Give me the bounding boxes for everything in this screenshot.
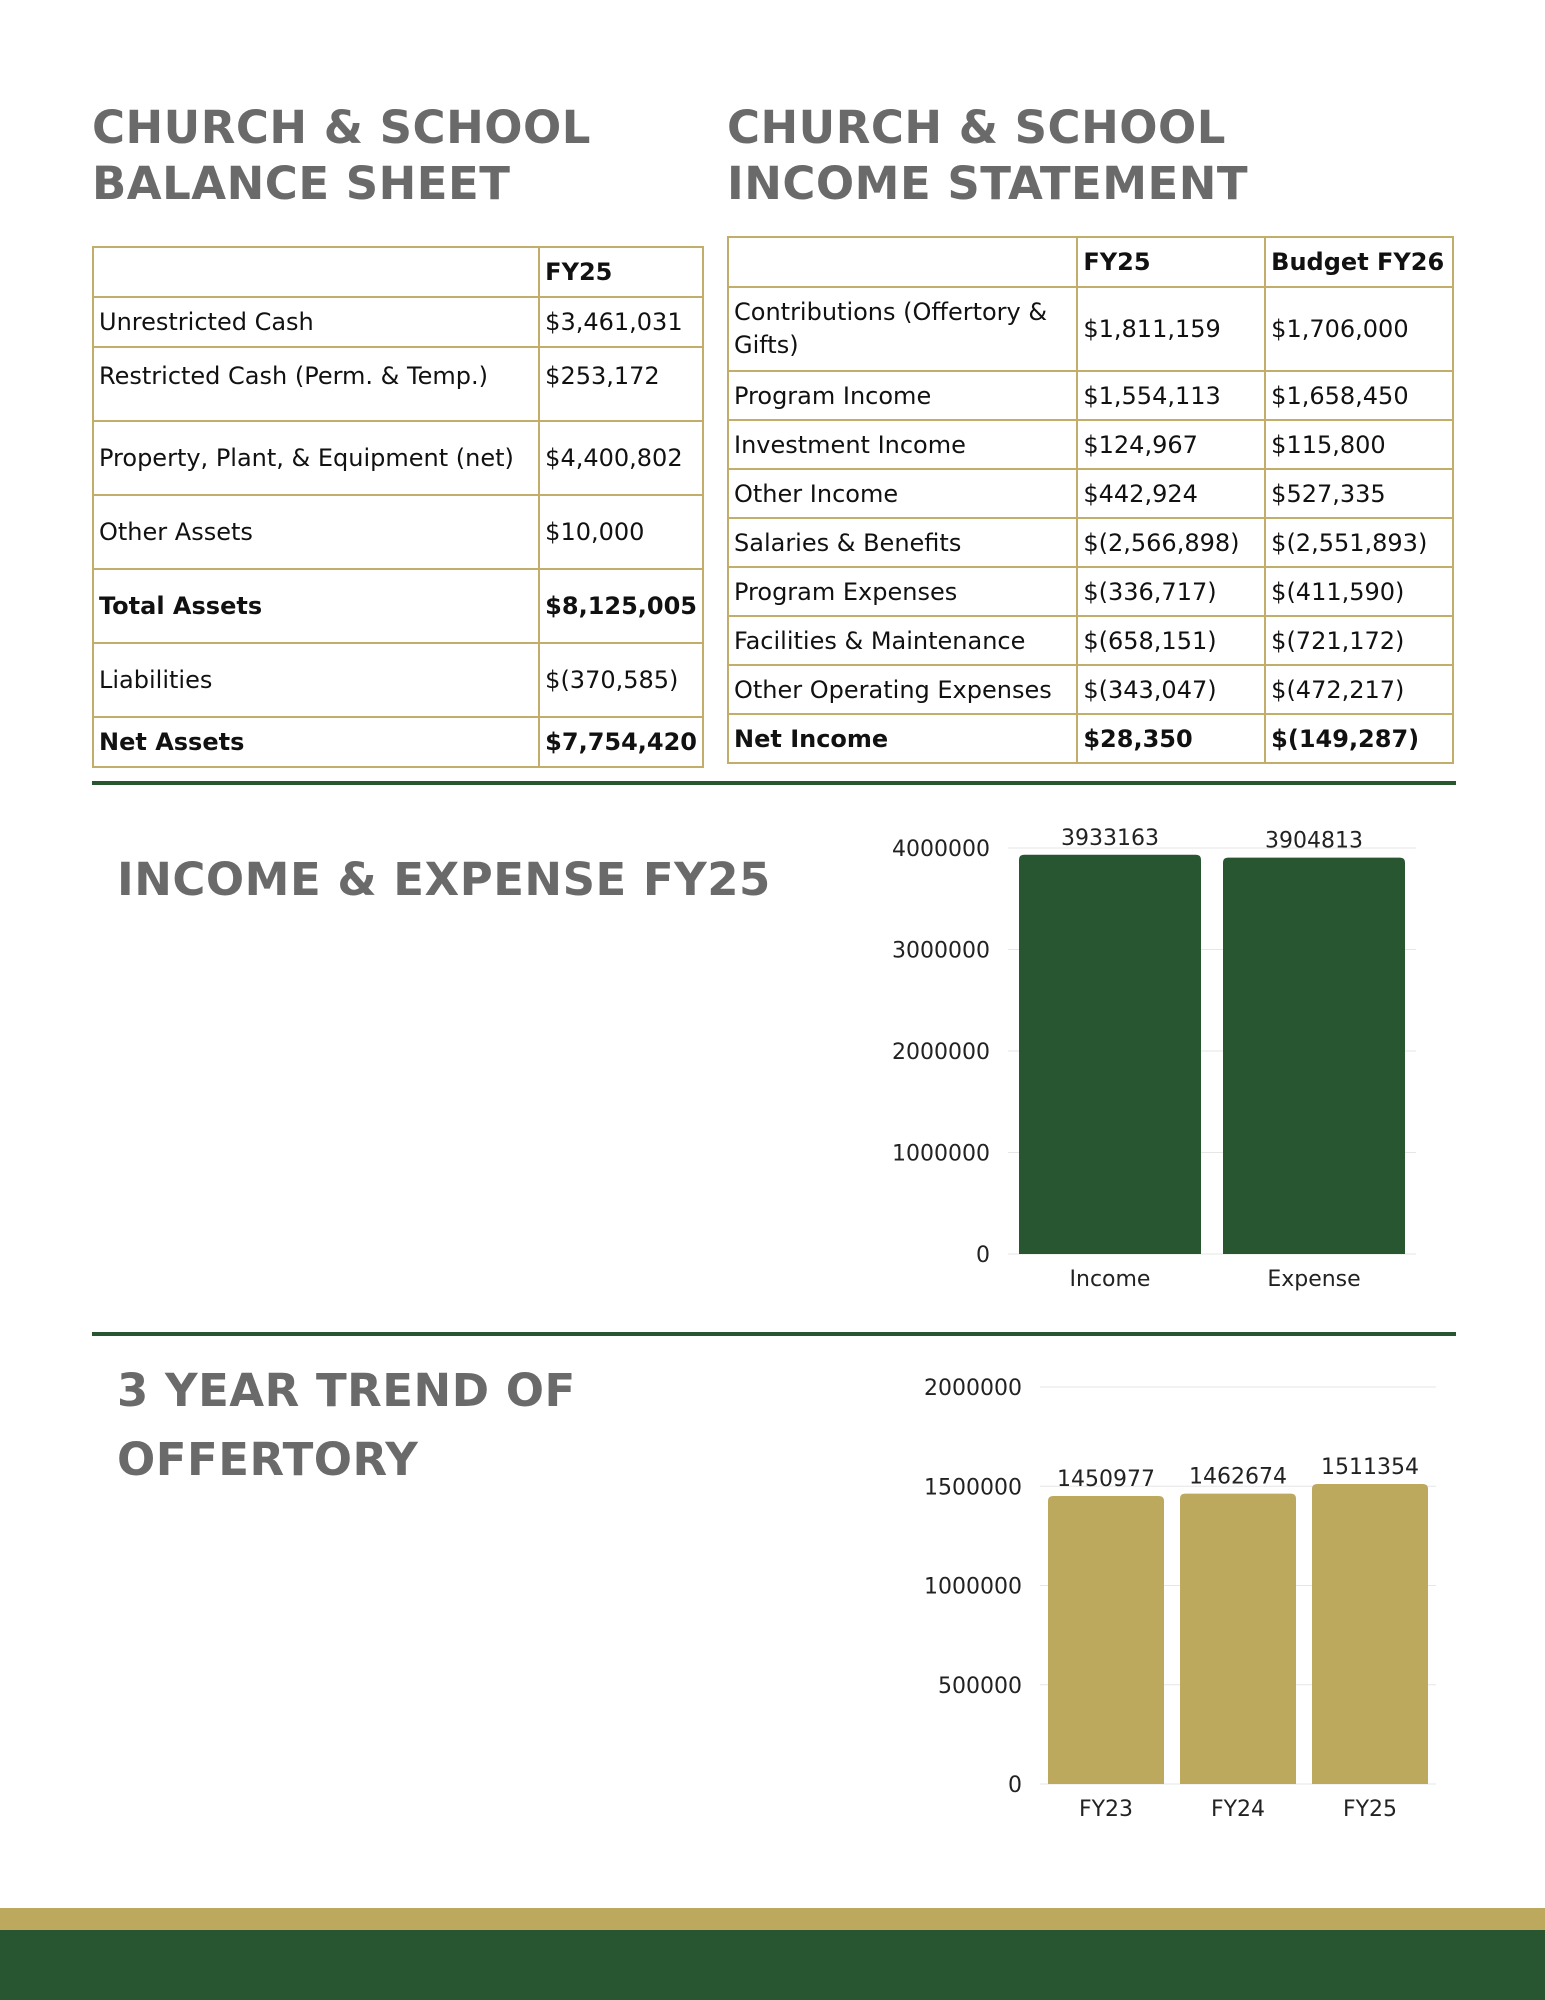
row-value-fy25: $442,924 [1077, 469, 1265, 518]
row-value-fy25: $(658,151) [1077, 616, 1265, 665]
row-label: Facilities & Maintenance [728, 616, 1077, 665]
row-value-fy25: $(343,047) [1077, 665, 1265, 714]
y-tick-label: 2000000 [892, 1040, 990, 1065]
row-value-fy26: $(411,590) [1265, 567, 1453, 616]
y-tick-label: 2000000 [924, 1376, 1022, 1401]
row-value-fy25: $8,125,005 [539, 569, 703, 643]
row-value-fy25: $7,754,420 [539, 717, 703, 767]
row-value-fy25: $10,000 [539, 495, 703, 569]
y-tick-label: 0 [1008, 1773, 1022, 1798]
y-tick-label: 3000000 [892, 938, 990, 964]
data-label: 1462674 [1189, 1464, 1287, 1490]
data-label: 3933163 [1061, 825, 1159, 851]
income-expense-title: INCOME & EXPENSE FY25 [117, 853, 771, 906]
row-label: Program Expenses [728, 567, 1077, 616]
data-label: 1511354 [1321, 1454, 1419, 1480]
x-tick-label: Expense [1267, 1267, 1361, 1292]
row-value-fy26: $1,658,450 [1265, 371, 1453, 420]
row-label: Other Operating Expenses [728, 665, 1077, 714]
row-label: Total Assets [93, 569, 539, 643]
income-statement-title: CHURCH & SCHOOL INCOME STATEMENT [727, 101, 1249, 210]
income-header-fy26: Budget FY26 [1265, 237, 1453, 287]
income-statement-table [727, 236, 1454, 764]
y-tick-label: 500000 [938, 1673, 1022, 1699]
row-value-fy25: $124,967 [1077, 420, 1265, 469]
row-label: Liabilities [93, 643, 539, 717]
income-header-blank [728, 237, 1077, 287]
section-divider [92, 1332, 1456, 1336]
table-row [93, 495, 703, 569]
footer-gold-band [0, 1908, 1545, 1930]
table-row-total [93, 717, 703, 767]
row-label: Net Income [728, 714, 1077, 763]
y-tick-label: 1500000 [924, 1475, 1022, 1501]
footer-green-band [0, 1930, 1545, 2000]
row-value-fy25: $1,811,159 [1077, 287, 1265, 371]
x-tick-label: Income [1069, 1267, 1151, 1292]
balance-sheet-header-fy25: FY25 [539, 247, 703, 297]
table-row-total [93, 569, 703, 643]
table-row [93, 297, 703, 347]
balance-sheet-title: CHURCH & SCHOOL BALANCE SHEET [92, 101, 591, 210]
row-value-fy26: $(721,172) [1265, 616, 1453, 665]
row-label: Unrestricted Cash [93, 297, 539, 347]
row-value-fy25: $1,554,113 [1077, 371, 1265, 420]
table-row [728, 518, 1453, 567]
bar [1223, 858, 1405, 1254]
y-tick-label: 4000000 [892, 837, 990, 862]
row-value-fy25: $(370,585) [539, 643, 703, 717]
row-value-fy25: $253,172 [539, 347, 703, 421]
row-value-fy26: $(472,217) [1265, 665, 1453, 714]
y-tick-label: 1000000 [892, 1141, 990, 1167]
row-value-fy26: $(149,287) [1265, 714, 1453, 763]
row-value-fy26: $1,706,000 [1265, 287, 1453, 371]
row-label: Investment Income [728, 420, 1077, 469]
table-row [728, 469, 1453, 518]
table-row [728, 420, 1453, 469]
row-label: Other Assets [93, 495, 539, 569]
table-row [728, 616, 1453, 665]
table-row [728, 665, 1453, 714]
bar [1048, 1496, 1164, 1784]
offertory-title: 3 YEAR TREND OF OFFERTORY [117, 1364, 576, 1486]
x-tick-label: FY23 [1078, 1797, 1134, 1822]
row-value-fy25: $4,400,802 [539, 421, 703, 495]
row-value-fy26: $115,800 [1265, 420, 1453, 469]
bar [1180, 1494, 1296, 1784]
y-tick-label: 1000000 [924, 1574, 1022, 1600]
table-row [93, 347, 703, 421]
row-value-fy26: $527,335 [1265, 469, 1453, 518]
table-row [93, 643, 703, 717]
bar [1019, 855, 1201, 1254]
section-divider [92, 781, 1456, 785]
row-label: Contributions (Offertory & Gifts) [728, 287, 1077, 371]
x-tick-label: FY25 [1342, 1797, 1398, 1822]
row-label: Net Assets [93, 717, 539, 767]
row-label: Property, Plant, & Equipment (net) [93, 421, 539, 495]
bar [1312, 1484, 1428, 1784]
row-value-fy25: $(2,566,898) [1077, 518, 1265, 567]
table-row [728, 287, 1453, 371]
data-label: 3904813 [1265, 828, 1363, 854]
table-row [728, 567, 1453, 616]
income-header-fy25: FY25 [1077, 237, 1265, 287]
row-value-fy25: $(336,717) [1077, 567, 1265, 616]
table-row [728, 371, 1453, 420]
x-tick-label: FY24 [1210, 1797, 1266, 1822]
table-row-total [728, 714, 1453, 763]
row-label: Program Income [728, 371, 1077, 420]
row-value-fy25: $3,461,031 [539, 297, 703, 347]
table-row [93, 421, 703, 495]
row-label: Restricted Cash (Perm. & Temp.) [93, 347, 539, 421]
y-tick-label: 0 [976, 1243, 990, 1268]
row-label: Other Income [728, 469, 1077, 518]
row-label: Salaries & Benefits [728, 518, 1077, 567]
data-label: 1450977 [1057, 1466, 1155, 1492]
row-value-fy26: $(2,551,893) [1265, 518, 1453, 567]
balance-sheet-table [92, 246, 704, 768]
row-value-fy25: $28,350 [1077, 714, 1265, 763]
balance-sheet-header-blank [93, 247, 539, 297]
